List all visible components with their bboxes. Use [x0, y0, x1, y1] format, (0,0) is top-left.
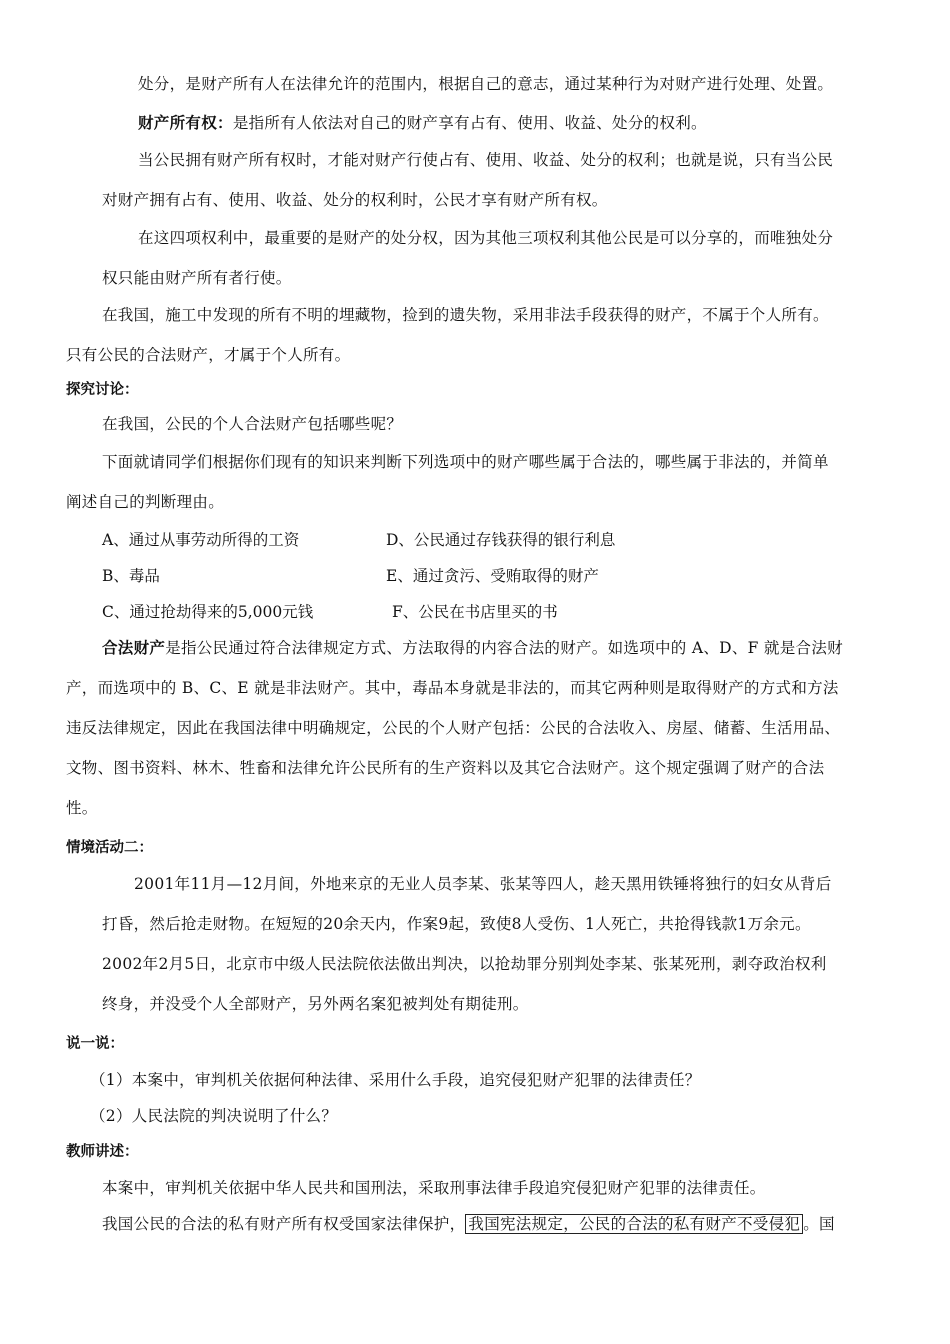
- question-line: 下面就请同学们根据你们现有的知识来判断下列选项中的财产哪些属于合法的，哪些属于非法的，并简单: [102, 453, 829, 471]
- case-line: 2001年11月—12月间，外地来京的无业人员李某、张某等四人，趁天黑用铁锤将独行的妇女从背后: [134, 875, 832, 893]
- case-line: 2002年2月5日，北京市中级人民法院依法做出判决，以抢劫罪分别判处李某、张某死刑，剥夺政治权利: [102, 955, 827, 973]
- boxed-constitution-text: 我国宪法规定，公民的合法的私有财产不受侵犯: [465, 1214, 803, 1234]
- teacher-line: [102, 1214, 835, 1234]
- option-c: C、通过抢劫得来的5,000元钱: [102, 603, 314, 621]
- paragraph-disposal: 处分，是财产所有人在法律允许的范围内，根据自己的意志，通过某种行为对财产进行处理、处置。: [138, 75, 834, 93]
- option-d: D、公民通过存钱获得的银行利息: [386, 531, 616, 549]
- paragraph-line: 只有公民的合法财产，才属于个人所有。: [66, 346, 351, 364]
- legal-property-line: 性。: [66, 799, 98, 817]
- option-a: A、通过从事劳动所得的工资: [102, 531, 300, 549]
- option-e: E、通过贪污、受贿取得的财产: [386, 567, 599, 585]
- paragraph-line: 权只能由财产所有者行使。: [102, 269, 292, 287]
- paragraph-line: 对财产拥有占有、使用、收益、处分的权利时，公民才享有财产所有权。: [102, 191, 608, 209]
- legal-property-line: 文物、图书资料、林木、牲畜和法律允许公民所有的生产资料以及其它合法财产。这个规定强调了财产的合法: [66, 759, 825, 777]
- paragraph-line: 在这四项权利中，最重要的是财产的处分权，因为其他三项权利其他公民是可以分享的，而唯独处分: [138, 229, 834, 247]
- teacher-line: 本案中，审判机关依据中华人民共和国刑法，采取刑事法律手段追究侵犯财产犯罪的法律责任。: [102, 1179, 766, 1197]
- option-f: F、公民在书店里买的书: [392, 603, 558, 621]
- legal-property-line: 违反法律规定，因此在我国法律中明确规定，公民的个人财产包括：公民的合法收入、房屋、储蓄、生活用品、: [66, 719, 841, 737]
- legal-property-term: 合法财产: [102, 639, 166, 657]
- legal-property-line: [102, 638, 843, 658]
- heading-scenario-two: 情境活动二：: [66, 840, 153, 856]
- legal-property-text: 是指公民通过符合法律规定方式、方法取得的内容合法的财产。如选项中的 A、D、F 就是合法财: [165, 639, 843, 657]
- heading-discussion: 探究讨论：: [66, 382, 139, 398]
- definition-ownership: [138, 113, 707, 133]
- question-line: 阐述自己的判断理由。: [66, 493, 225, 511]
- paragraph-line: 在我国，施工中发现的所有不明的埋藏物，捡到的遗失物，采用非法手段获得的财产，不属于个人所有。: [102, 306, 829, 324]
- paragraph-line: 当公民拥有财产所有权时，才能对财产行使占有、使用、收益、处分的权利；也就是说，只有当公民: [138, 151, 834, 169]
- teacher-text-tail: 。国: [803, 1215, 835, 1233]
- option-b: B、毒品: [102, 567, 160, 585]
- definition-text: 是指所有人依法对自己的财产享有占有、使用、收益、处分的权利。: [232, 114, 707, 132]
- heading-say: 说一说：: [66, 1036, 124, 1052]
- definition-term: 财产所有权：: [138, 114, 233, 132]
- case-line: 打昏，然后抢走财物。在短短的20余天内，作案9起，致使8人受伤、1人死亡，共抢得钱款1万余元。: [102, 915, 811, 933]
- case-line: 终身，并没受个人全部财产，另外两名案犯被判处有期徒刑。: [102, 995, 529, 1013]
- question-line: 在我国，公民的个人合法财产包括哪些呢？: [102, 415, 403, 433]
- heading-teacher: 教师讲述：: [66, 1144, 139, 1160]
- teacher-text: 我国公民的合法的私有财产所有权受国家法律保护，: [102, 1215, 466, 1233]
- say-question-1: （1）本案中，审判机关依据何种法律、采用什么手段，追究侵犯财产犯罪的法律责任？: [90, 1071, 701, 1089]
- say-question-2: （2）人民法院的判决说明了什么？: [90, 1107, 338, 1125]
- legal-property-line: 产，而选项中的 B、C、E 就是非法财产。其中，毒品本身就是非法的，而其它两种则是取得财产的方式和方法: [66, 679, 839, 697]
